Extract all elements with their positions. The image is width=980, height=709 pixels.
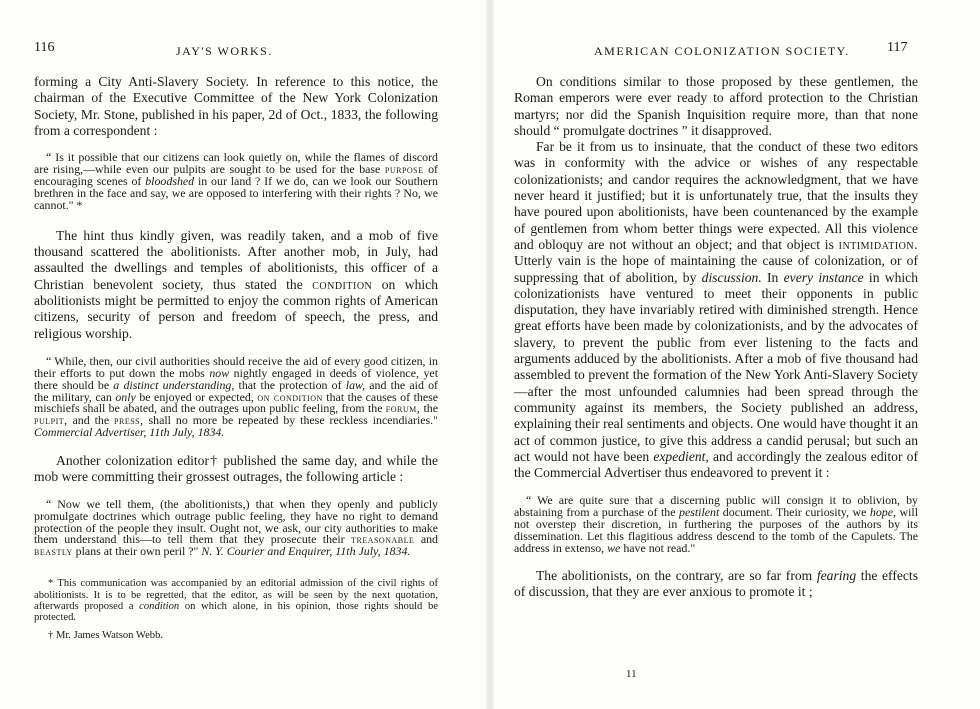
- right-paragraph-1: On conditions similar to those proposed by these gentlemen, the Roman emperors were ever ready to afford protection to the Christian martyrs; nor did the Spanish Inquisition require more, than that none should “ promulgate doctrines ” it disapproved.: [514, 74, 918, 138]
- right-running-head: AMERICAN COLONIZATION SOCIETY.: [594, 44, 850, 58]
- left-quote-2: “ While, then, our civil authorities should receive the aid of every good citizen, in their efforts to put down the mobs now nightly engaged in deeds of violence, yet there should be a distinct understanding, that the protection of law, and the aid of the military, can only be enjoyed or expected, on condition that the causes of these mischiefs shall be abated, and the outrages upon public feeling, from the forum, the pulpit, and the press, shall no more be repeated by these reckless incendiaries." Commercial Advertiser, 11th July, 1834.: [34, 353, 439, 440]
- left-footnote-1: * This communication was accompanied by an editorial admission of the civil rights of abolitionists. It is to be regretted, that the editor, as will be seen by the next quotation, afterwards proposed a condition on which alone, in his opinion, those rights should be protected.: [34, 578, 438, 624]
- left-text-block: [34, 74, 438, 641]
- left-footnote-2: † Mr. James Watson Webb.: [48, 629, 164, 641]
- right-quote-1: “ We are quite sure that a discerning public will consign it to oblivion, by abstaining from a purchase of the pestilent document. Their curiosity, we hope, will not overstep their discretion, in furthering the purposes of the authors by its dissemination. Let this flagitious address descend to the tomb of the Capulets. The address in extenso, we have not read.": [514, 493, 919, 556]
- left-page-number: 116: [34, 40, 55, 55]
- left-paragraph-3: Another colonization editor† published the same day, and while the mob were committing their grossest outrages, the following article :: [34, 453, 438, 485]
- left-paragraph-2: The hint thus kindly given, was readily taken, and a mob of five thousand scattered the abolitionists. After another mob, in July, had assaulted the dwellings and temples of abolitionists, this officer of a Christian benevolent society, thus stated the condition on which abolitionists might be permitted to enjoy the common rights of American citizens, security of person and freedom of speech, the press, and religious worship.: [34, 227, 438, 341]
- right-page: [490, 0, 980, 709]
- right-text-block: [514, 74, 918, 601]
- left-paragraph-1: forming a City Anti-Slavery Society. In reference to this notice, the chairman of the Executive Committee of the New York Colonization Society, Mr. Stone, published in his paper, 2d of Oct., 1833, the following from a correspondent :: [34, 74, 438, 138]
- right-page-number: 117: [887, 40, 908, 55]
- left-running-head: JAY'S WORKS.: [176, 44, 273, 58]
- left-quote-3: “ Now we tell them, (the abolitionists,) that when they openly and publicly promulgate doctrines which outrage public feeling, they have no right to demand protection of the people they insult. Ought not, we ask, our city authorities to make them understand this—to tell them that they prosecute their treasonable and beastly plans at their own peril ?" N. Y. Courier and Enquirer, 11th July, 1834.: [34, 496, 438, 559]
- signature-mark: 11: [626, 668, 637, 680]
- left-quote-1: “ Is it possible that our citizens can look quietly on, while the flames of discord are rising,—while even our pulpits are sought to be used for the base purpose of encouraging scenes of bloodshed in our land ? If we do, can we look our Southern brethren in the face and say, we are opposed to interfering with their rights ? No, we cannot." *: [34, 150, 438, 212]
- right-paragraph-2: Far be it from us to insinuate, that the conduct of these two editors was in conformity with the advice or wishes of any respectable colonizationists; and candor requires the acknowledgment, that we have never heard it justified; but it is unfortunately true, that the insults they have poured upon abolitionists, have been countenanced by the example of gentlemen from whom better things were expected. All this violence and obloquy are not without an object; and that object is intimidation. Utterly vain is the hope of maintaining the cause of colonization, or of suppressing that of abolition, by discussion. In every instance in which colonizationists have ventured to meet their opponents in public disputation, they have invariably retired with diminished strength. Hence great efforts have been made by colonizationists, and by the advocates of slavery, to prevent the public from ever listening to the facts and arguments adduced by the abolitionists. After a mob of five thousand had assembled to prevent the formation of the New York Anti-Slavery Society—after the most unfounded calumnies had been spread through the community against its members, the Society published an address, explaining their real sentiments and objects. One would have thought it an act of common justice, to give this address a candid perusal; but such an act would not have been expedient, and accordingly the zealous editor of the Commercial Advertiser thus endeavored to prevent it :: [514, 139, 919, 481]
- right-paragraph-3: The abolitionists, on the contrary, are so far from fearing the effects of discussion, that they are ever anxious to promote it ;: [514, 567, 918, 600]
